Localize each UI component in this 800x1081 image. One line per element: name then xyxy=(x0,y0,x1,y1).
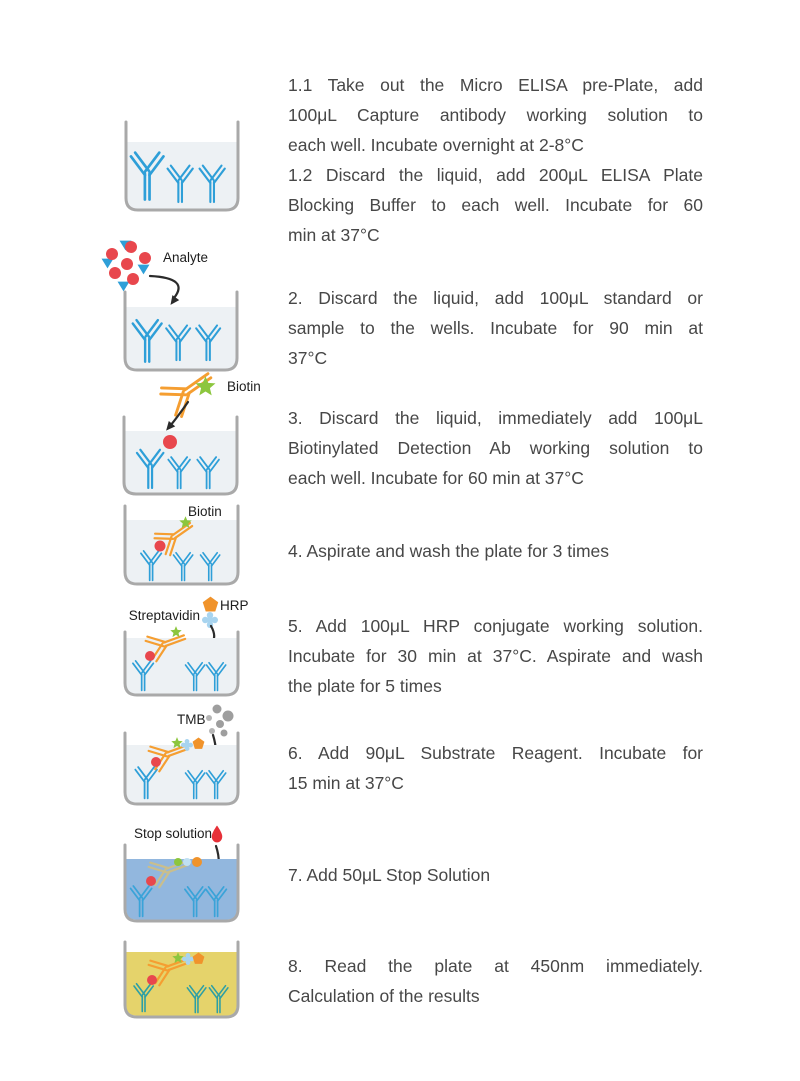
hrp-dot-icon xyxy=(192,857,202,867)
arrow-icon xyxy=(150,276,179,305)
step2-line: 37°C xyxy=(288,348,328,368)
biotin-dot-icon xyxy=(174,858,182,866)
analyte-cluster-icon xyxy=(102,241,151,292)
step3-text xyxy=(288,403,703,493)
step3-line: each well. Incubate for 60 min at 37°C xyxy=(288,468,584,488)
step1-line: 100μL Capture antibody working solution to xyxy=(288,105,703,125)
stop-solution-label: Stop solution xyxy=(134,826,213,841)
step7-text xyxy=(288,860,703,890)
analyte-dot-icon xyxy=(163,435,177,449)
analyte-dot-icon xyxy=(145,651,155,661)
tmb-label: TMB xyxy=(177,712,206,727)
step2-line: 2. Discard the liquid, add 100μL standard or xyxy=(288,288,703,308)
step3-line: 3. Discard the liquid, immediately add 100μL xyxy=(288,408,703,428)
analyte-dot-icon xyxy=(151,757,161,767)
step8-text xyxy=(288,951,703,1011)
step1-illustration xyxy=(120,118,250,218)
step1-text xyxy=(288,70,703,250)
step6-line: 15 min at 37°C xyxy=(288,773,404,793)
step8-illustration xyxy=(115,938,260,1020)
step4-text xyxy=(288,536,703,566)
step2-text xyxy=(288,283,703,373)
biotin-label: Biotin xyxy=(188,504,222,519)
step3-line: Biotinylated Detection Ab working solution to xyxy=(288,438,703,458)
biotin-label: Biotin xyxy=(227,379,261,394)
step6-text xyxy=(288,738,703,798)
well-liquid xyxy=(127,638,237,694)
step6-line: 6. Add 90μL Substrate Reagent. Incubate for xyxy=(288,743,703,763)
step4-line: 4. Aspirate and wash the plate for 3 times xyxy=(288,541,610,561)
tmb-dots-icon xyxy=(206,705,234,737)
hrp-pentagon-icon xyxy=(203,597,218,612)
step1-line: Blocking Buffer to each well. Incubate for 60 xyxy=(288,195,703,215)
step5-text xyxy=(288,611,703,701)
analyte-dot-icon xyxy=(155,541,166,552)
biotin-star-icon xyxy=(170,626,181,637)
step1-line: 1.1 Take out the Micro ELISA pre-Plate, add xyxy=(288,75,703,95)
stop-drop-icon xyxy=(212,825,223,842)
step1-line: 1.2 Discard the liquid, add 200μL ELISA Plate xyxy=(288,165,703,185)
streptavidin-label: Streptavidin xyxy=(128,608,200,623)
analyte-label: Analyte xyxy=(163,250,209,265)
step5-line: Incubate for 30 min at 37°C. Aspirate and wash xyxy=(288,646,703,666)
analyte-dot-icon xyxy=(147,975,157,985)
hrp-label: HRP xyxy=(220,598,249,613)
step8-line: 8. Read the plate at 450nm immediately. xyxy=(288,956,703,976)
step7-line: 7. Add 50μL Stop Solution xyxy=(288,865,491,885)
streptavidin-dot-icon xyxy=(183,858,191,866)
analyte-dot-icon xyxy=(146,876,156,886)
step1-line: min at 37°C xyxy=(288,225,380,245)
step5-line: 5. Add 100μL HRP conjugate working solution. xyxy=(288,616,703,636)
hrp-pentagon-icon xyxy=(193,738,205,749)
step2-line: sample to the wells. Incubate for 90 min at xyxy=(288,318,703,338)
step1-line: each well. Incubate overnight at 2-8°C xyxy=(288,135,584,155)
step5-line: the plate for 5 times xyxy=(288,676,442,696)
step8-line: Calculation of the results xyxy=(288,986,480,1006)
